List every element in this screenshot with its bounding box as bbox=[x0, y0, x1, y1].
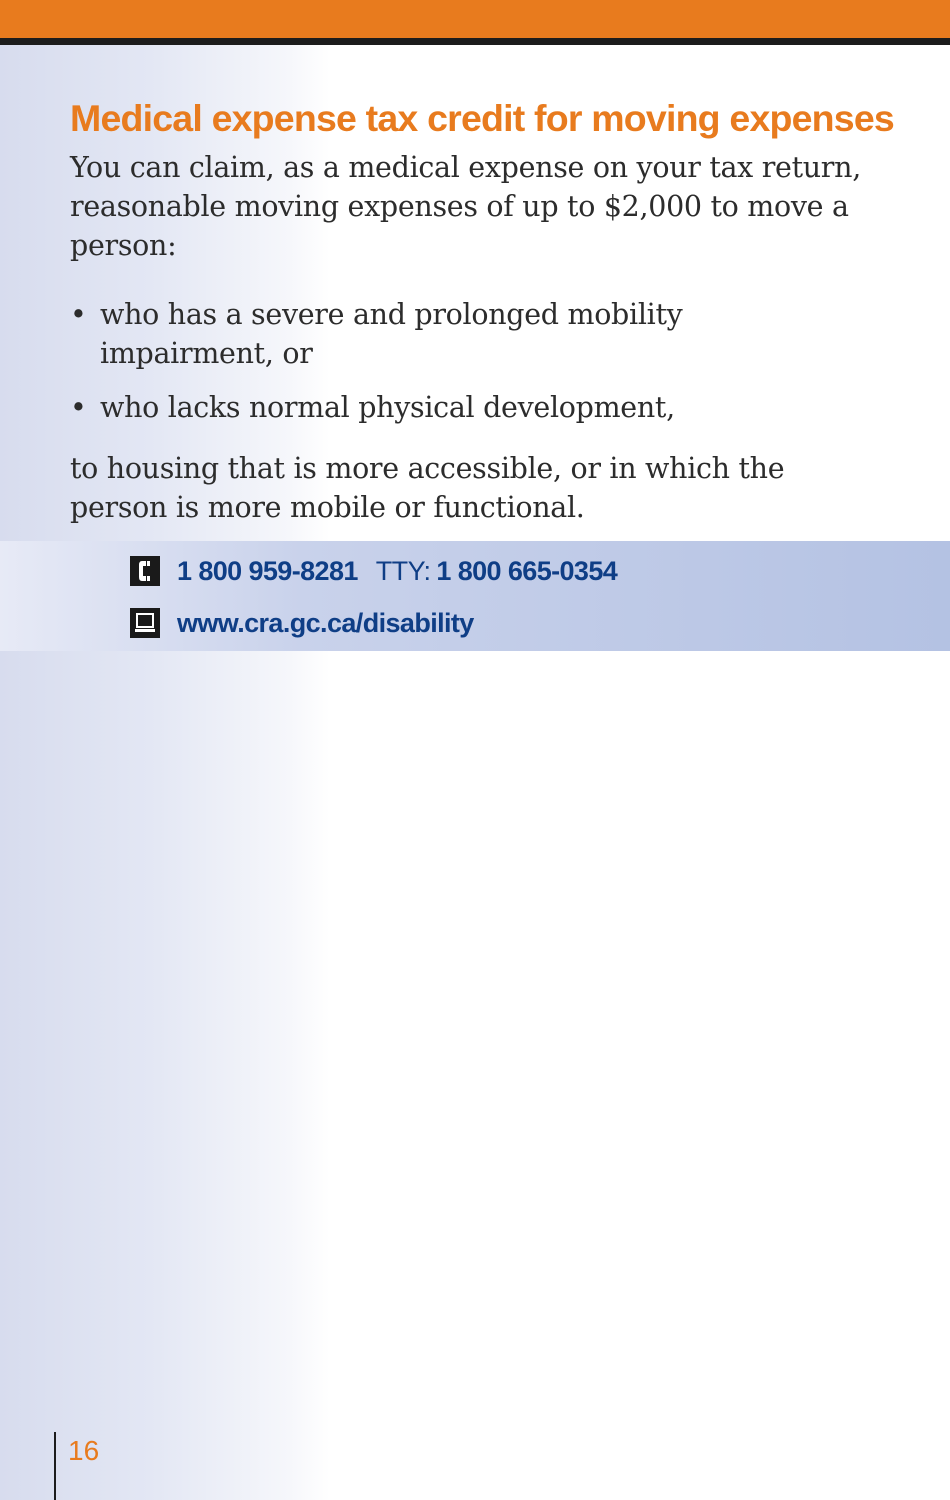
tty-label: TTY: bbox=[375, 555, 431, 586]
top-dark-rule bbox=[0, 38, 950, 45]
closing-paragraph: to housing that is more accessible, or in which the person is more mobile or functional. bbox=[70, 452, 785, 524]
list-item-text: who lacks normal physical development, bbox=[100, 391, 675, 424]
bullet-marker: • bbox=[70, 391, 87, 424]
website-link[interactable]: www.cra.gc.ca/disability bbox=[177, 607, 474, 638]
page-number-rule bbox=[54, 1432, 56, 1500]
website-contact-row bbox=[130, 606, 474, 640]
list-item bbox=[70, 388, 850, 427]
list-item bbox=[70, 295, 850, 373]
phone-contact-row bbox=[130, 554, 617, 588]
section-heading: Medical expense tax credit for moving expenses bbox=[70, 97, 894, 139]
bullet-marker: • bbox=[70, 298, 87, 331]
computer-icon bbox=[130, 608, 160, 638]
list-item-text: who has a severe and prolonged mobility impairment, or bbox=[100, 298, 683, 370]
top-orange-bar bbox=[0, 0, 950, 38]
phone-number[interactable]: 1 800 959-8281 bbox=[177, 555, 358, 586]
criteria-list bbox=[70, 295, 850, 442]
tty-number[interactable]: 1 800 665-0354 bbox=[436, 555, 618, 586]
phone-icon bbox=[130, 556, 160, 586]
page-number: 16 bbox=[68, 1435, 100, 1466]
intro-paragraph: You can claim, as a medical expense on your tax return, reasonable moving expenses of up to $2,000 to move a person: bbox=[70, 151, 861, 262]
